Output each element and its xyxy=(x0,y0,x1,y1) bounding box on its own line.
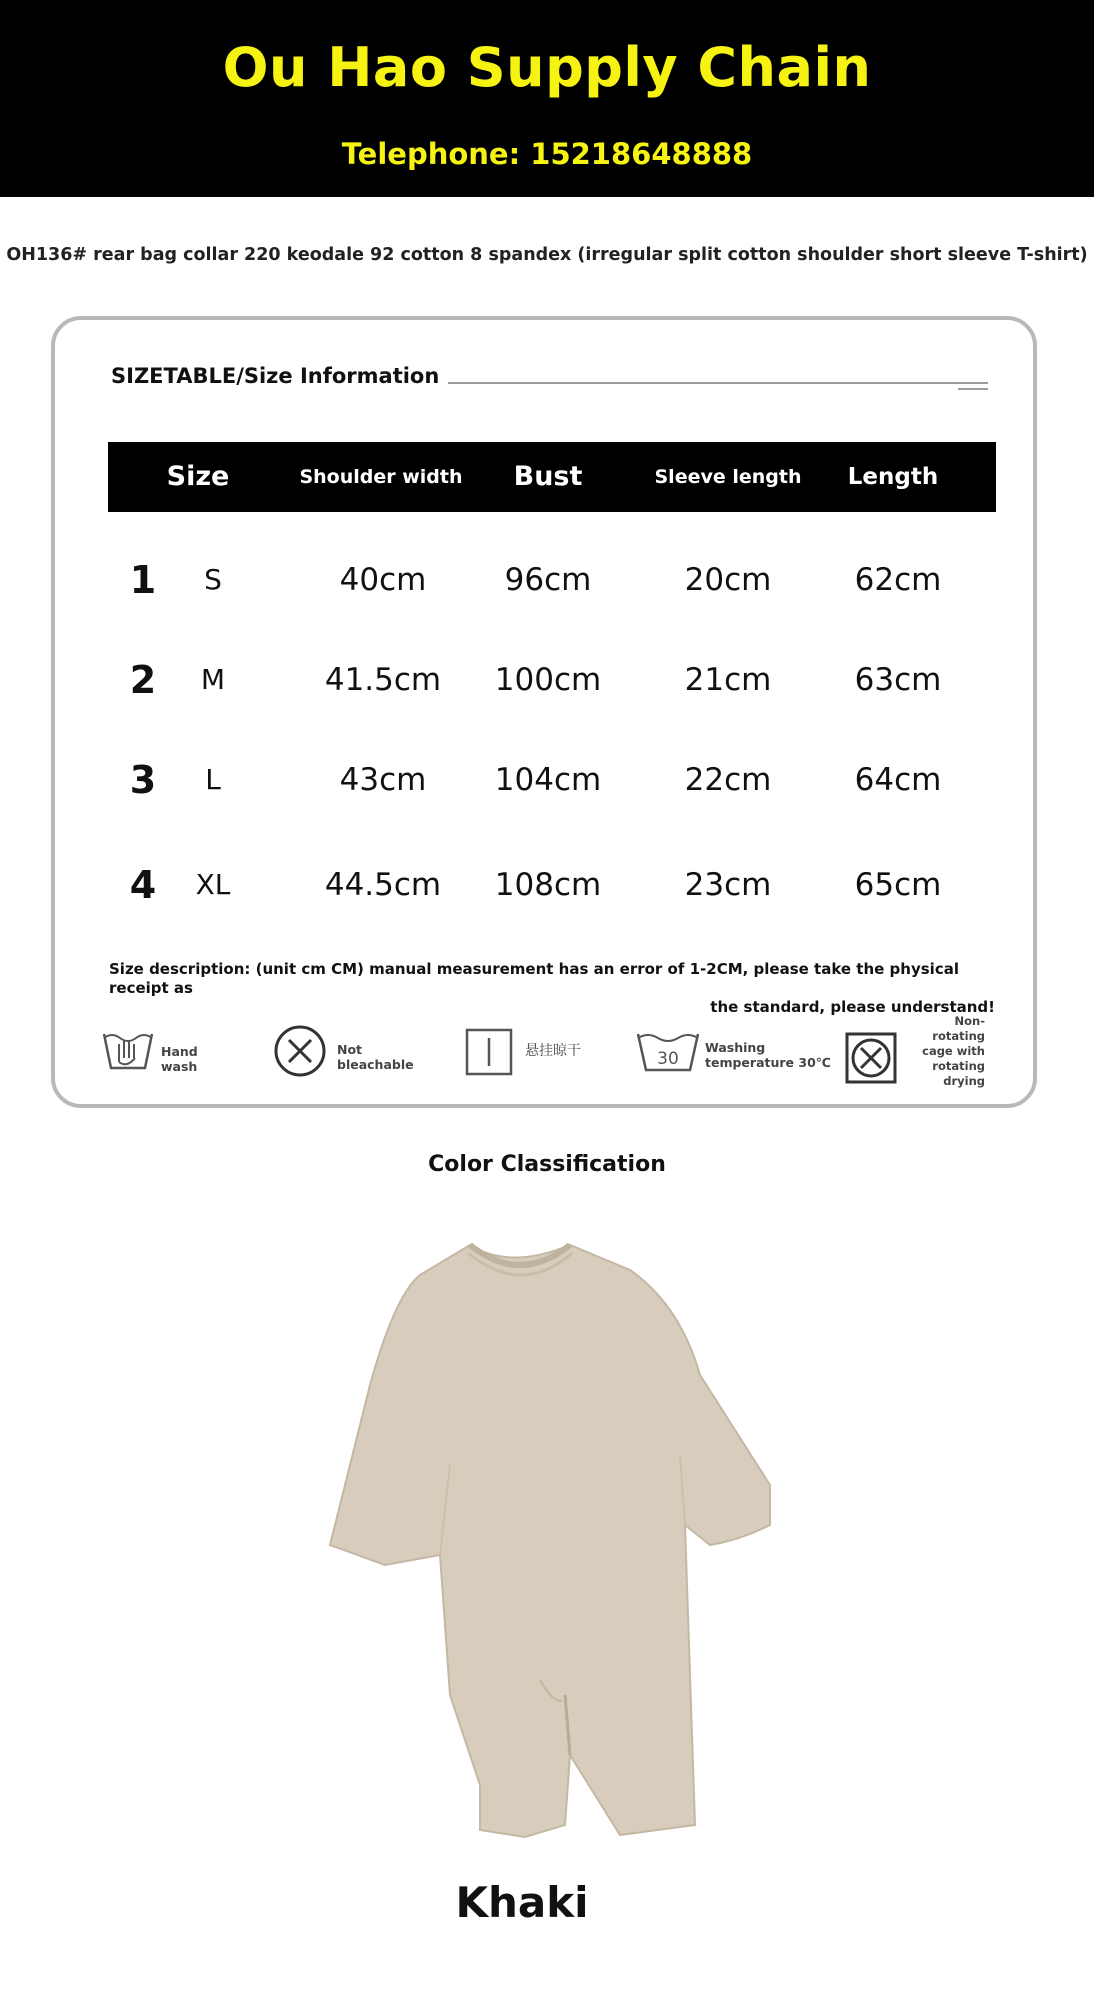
size-cell: XL xyxy=(195,868,231,901)
heading-divider xyxy=(448,382,988,384)
row-index: 1 xyxy=(129,558,157,602)
header-length: Length xyxy=(847,464,939,490)
care-not-bleachable xyxy=(273,1020,413,1100)
length-cell: 64cm xyxy=(854,762,942,798)
no-tumble-label-1: Non- xyxy=(954,1014,985,1028)
hand-wash-label-2: wash xyxy=(161,1059,198,1074)
product-title: OH136# rear bag collar 220 keodale 92 cotton 8 spandex (irregular split cotton shoulder short sleeve T-shirt) xyxy=(6,245,1088,265)
tshirt-body xyxy=(330,1245,770,1837)
wash-30-icon xyxy=(635,1028,701,1074)
table-row xyxy=(108,855,996,915)
sleeve-cell: 23cm xyxy=(684,867,772,903)
bust-cell: 108cm xyxy=(494,867,602,903)
care-wash-30 xyxy=(635,1020,835,1100)
header-shoulder-width: Shoulder width xyxy=(299,466,463,488)
bust-cell: 96cm xyxy=(504,562,592,598)
row-index: 2 xyxy=(129,658,157,702)
row-index: 3 xyxy=(129,758,157,802)
size-table-heading: SIZETABLE/Size Information xyxy=(111,364,440,388)
size-info-card xyxy=(51,316,1037,1108)
not-bleachable-label-1: Not xyxy=(337,1042,363,1057)
shoulder-cell: 44.5cm xyxy=(324,867,442,903)
sleeve-cell: 20cm xyxy=(684,562,772,598)
menu-lines-icon xyxy=(958,382,988,400)
size-note-line1: Size description: (unit cm CM) manual measurement has an error of 1-2CM, please take the physical receipt as xyxy=(109,960,959,997)
color-classification-title: Color Classification xyxy=(428,1152,666,1177)
no-tumble-label-3: cage with xyxy=(922,1044,985,1058)
sleeve-cell: 21cm xyxy=(684,662,772,698)
brand-title: Ou Hao Supply Chain xyxy=(222,36,872,99)
header-sleeve-length: Sleeve length xyxy=(654,466,802,488)
table-row xyxy=(108,650,996,710)
hang-dry-icon xyxy=(465,1028,513,1076)
bust-cell: 104cm xyxy=(494,762,602,798)
color-name-label: Khaki xyxy=(455,1878,589,1927)
length-cell: 62cm xyxy=(854,562,942,598)
no-bleach-icon xyxy=(273,1024,327,1078)
size-description xyxy=(109,960,995,1017)
telephone-text: Telephone: 15218648888 xyxy=(341,137,753,171)
header-size: Size xyxy=(166,461,230,492)
table-row xyxy=(108,750,996,810)
hang-dry-label: 悬挂晾干 xyxy=(525,1043,581,1059)
shoulder-cell: 41.5cm xyxy=(324,662,442,698)
no-tumble-label-2: rotating xyxy=(932,1029,985,1043)
wash-temp-value: 30 xyxy=(657,1049,679,1069)
length-cell: 65cm xyxy=(854,867,942,903)
row-index: 4 xyxy=(129,863,157,907)
header-bust: Bust xyxy=(513,461,583,492)
washing-label-2: temperature 30℃ xyxy=(705,1055,831,1070)
bust-cell: 100cm xyxy=(494,662,602,698)
hand-wash-icon xyxy=(101,1028,155,1074)
washing-label-1: Washing xyxy=(705,1040,766,1055)
shoulder-cell: 43cm xyxy=(339,762,427,798)
table-row xyxy=(108,550,996,610)
care-hang-dry xyxy=(465,1020,615,1100)
size-note-line2: the standard, please understand! xyxy=(710,998,995,1016)
sleeve-cell: 22cm xyxy=(684,762,772,798)
no-tumble-label-4: rotating xyxy=(932,1059,985,1073)
no-tumble-label-5: drying xyxy=(943,1074,985,1088)
tshirt-product-image xyxy=(300,1225,800,1845)
size-table-header xyxy=(108,442,996,512)
hand-wash-label-1: Hand xyxy=(161,1044,198,1059)
care-hand-wash xyxy=(101,1020,231,1100)
size-cell: M xyxy=(200,663,226,696)
shoulder-cell: 40cm xyxy=(339,562,427,598)
size-cell: S xyxy=(204,563,222,596)
care-no-tumble-dry xyxy=(845,1014,1025,1104)
size-cell: L xyxy=(205,763,221,796)
length-cell: 63cm xyxy=(854,662,942,698)
no-tumble-dry-icon xyxy=(845,1032,897,1084)
not-bleachable-label-2: bleachable xyxy=(337,1057,414,1072)
header-banner xyxy=(0,0,1094,197)
